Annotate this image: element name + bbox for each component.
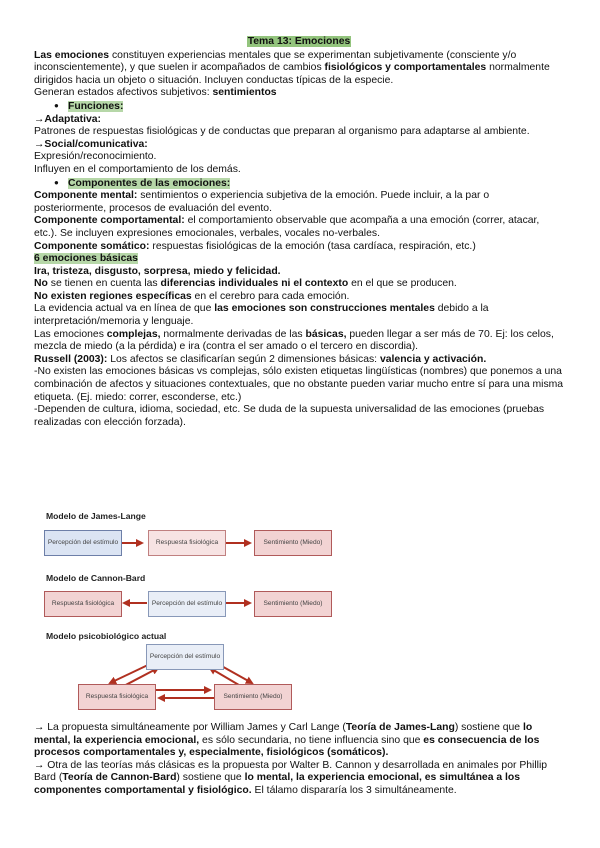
basicas-list: Ira, tristeza, disgusto, sorpresa, miedo y felicidad. (34, 265, 281, 277)
ps-arrow-top-right (218, 664, 252, 683)
componente-mental: Componente mental: sentimientos o experiencia subjetiva de la emoción. Puede incluir, a la par o posteriormente, procesos de evaluación del evento. (34, 190, 490, 214)
ps-box-sentimiento: Sentimiento (Miedo) (214, 684, 292, 710)
ps-arrow-right-top (210, 668, 244, 688)
intro-paragraph: Las emociones constituyen experiencias mentales que se experimentan subjetivamente (consciente y/o inconscientemente), y que suelen ir acompañados de cambios fisiológicos y comportamentales normalmente dirigidos hacia un objeto o situación. Incluyen conductas típicas de la especie. (34, 49, 550, 86)
cb-box-sentimiento: Sentimiento (Miedo) (254, 591, 332, 617)
funciones-heading: ● Funciones: (54, 100, 124, 112)
closing-cannon-bard: → Otra de las teorías más clásicas es la propuesta por Walter B. Cannon y desarrollada en animales por Phillip Bard (Teoría de Cannon-Bard) sostiene que lo mental, la experiencia emocional, es simultánea a los componentes comportamental y fisiológico. El tálamo dispararía los 3 simultáneamente. (34, 759, 548, 796)
james-lange-label: Modelo de James-Lange (46, 511, 146, 521)
componente-somatico: Componente somático: respuestas fisiológicas de la emoción (tasa cardíaca, respiración, etc.) (34, 240, 476, 252)
basicas-line-1: No se tienen en cuenta las diferencias individuales ni el contexto en el que se producen. (34, 278, 457, 290)
social-text-1: Expresión/reconocimiento. (34, 151, 157, 163)
jl-box-percepcion: Percepción del estímulo (44, 530, 122, 556)
basicas-line-4: Las emociones complejas, normalmente derivadas de las básicas, pueden llegar a ser más de 70. Ej: los celos, mezcla de miedo (a la pérdida) e ira (contra el ser amado o el tercero en discordia). (34, 328, 554, 353)
adaptativa-label: →Adaptativa: (34, 113, 101, 125)
basicas-heading: 6 emociones básicas (34, 253, 138, 265)
intro-sentimientos: Generan estados afectivos subjetivos: sentimientos (34, 87, 277, 99)
psicobiologico-label: Modelo psicobiológico actual (46, 631, 167, 641)
closing-section (34, 722, 564, 798)
basicas-line-3: La evidencia actual va en línea de que las emociones son construcciones mentales debido a la interpretación/memoria y lenguaje. (34, 303, 489, 328)
social-text-2: Influyen en el comportamiento de los demás. (34, 163, 241, 175)
page-title: Tema 13: Emociones (247, 36, 351, 47)
componentes-heading: ● Componentes de las emociones: (54, 177, 231, 189)
ps-box-respuesta: Respuesta fisiológica (78, 684, 156, 710)
adaptativa-text: Patrones de respuestas fisiológicas y de conductas que preparan al organismo para adaptarse al ambiente. (34, 126, 530, 138)
social-label: →Social/comunicativa: (34, 138, 148, 150)
cb-box-respuesta: Respuesta fisiológica (44, 591, 122, 617)
cb-box-percepcion: Percepción del estímulo (148, 591, 226, 617)
jl-box-respuesta: Respuesta fisiológica (148, 530, 226, 556)
cannon-bard-label: Modelo de Cannon-Bard (46, 573, 146, 583)
basicas-line-2: No existen regiones específicas en el cerebro para cada emoción. (34, 290, 350, 302)
componente-comportamental: Componente comportamental: el comportamiento observable que acompaña a una emoción (correr, atacar, etc.). Se incluyen expresiones emocionales, verbales, vocales no-verbales. (34, 215, 540, 239)
russell-point-2: -Dependen de cultura, idioma, sociedad, etc. Se duda de la supuesta universalidad de las emociones (pruebas realizadas con elección forzada). (34, 404, 545, 428)
russell-line: Russell (2003): Los afectos se clasificarían según 2 dimensiones básicas: valencia y activación. (34, 353, 487, 365)
closing-james-lange: → La propuesta simultáneamente por William James y Carl Lange (Teoría de James-Lang) sostiene que lo mental, la experiencia emocional, es sólo secundaria, no tiene influencia sino que es consecuencia de los procesos comportamentales y, especialmente, fisiológicos (somáticos). (34, 722, 540, 759)
jl-box-sentimiento: Sentimiento (Miedo) (254, 530, 332, 556)
russell-point-1: -No existen las emociones básicas vs complejas, sólo existen etiquetas lingüísticas (nombres) que ponemos a una combinación de afectos y situaciones contextuales, que no obstante pueden variar mucho entre sí para una misma etiqueta. (Ej. miedo: correr, esconderse, etc.) (34, 366, 564, 403)
ps-arrow-left-top (120, 668, 158, 688)
document-page (34, 36, 564, 429)
bullet-icon: ● (54, 100, 59, 110)
ps-arrow-top-left (110, 664, 150, 683)
ps-box-percepcion: Percepción del estímulo (146, 644, 224, 670)
bullet-icon: ● (54, 177, 59, 187)
